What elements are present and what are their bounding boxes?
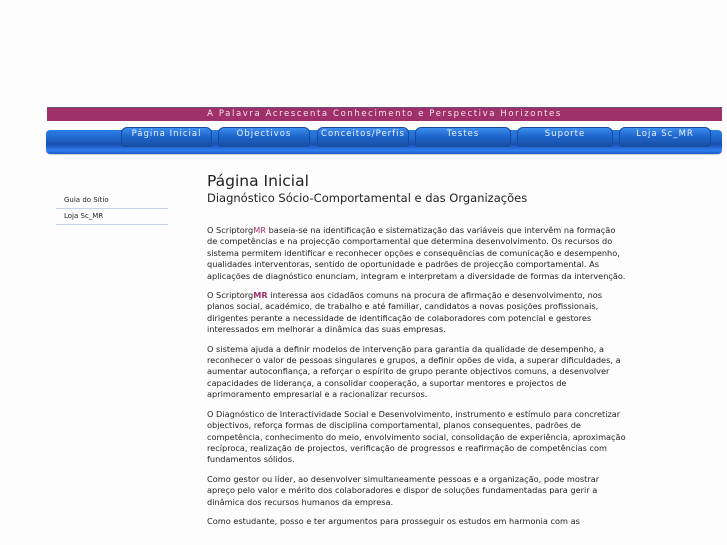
brand-mr: MR [253, 225, 266, 235]
tagline-banner: A Palavra Acrescenta Conhecimento e Perspectiva Horizontes [47, 107, 722, 121]
paragraph-text: baseia-se na identificação e sistematização das variáveis que intervêm na formação de competências e na projecção comportamental que determina desenvolvimento. Os recursos do sistema permitem identificar e reconhecer opções e consequências de comunicação e desempenho, qualidades interventoras, sentido de oportunidade e padrões de projecção comportamental. As aplicações de diagnóstico enunciam, integram e interpretam a diversidade de formas da intervenção. [207, 225, 626, 281]
tab-objectivos[interactable]: Objectivos [218, 127, 310, 147]
sidebar-item-loja-sc-mr[interactable]: Loja Sc_MR [56, 209, 168, 225]
page-subtitle: Diagnóstico Sócio-Comportamental e das Organizações [207, 191, 528, 205]
paragraph-intro [207, 225, 627, 282]
brand-mr: MR [253, 290, 268, 301]
tab-conceitos-perfis[interactable]: Conceitos/Perfis [317, 127, 409, 147]
tab-pagina-inicial[interactable]: Página Inicial [121, 127, 212, 147]
paragraph-student: Como estudante, posso e ter argumentos para prosseguir os estudos em harmonia com as [207, 515, 580, 526]
tab-suporte[interactable]: Suporte [517, 127, 613, 147]
tab-loja-sc-mr[interactable]: Loja Sc_MR [619, 127, 711, 147]
paragraph-system: O sistema ajuda a definir modelos de intervenção para garantia da qualidade de desempenho, a reconhecer o valor de pessoas singulares e grupos, a definir opões de vida, a superar dificuldades, a aumentar autoconfiança, a reforçar o espírito de grupo perante objectivos comuns, a desenvolver capacidades de liderança, a consolidar cooperação, a suportar mentores e projectos de aprimoramento empresarial e a racionalizar recursos. [207, 343, 621, 400]
paragraph-audience [207, 290, 627, 336]
brand-prefix: O Scriptorg [207, 225, 254, 235]
paragraph-text: interessa aos cidadãos comuns na procura de afirmação e desenvolvimento, nos planos social, académico, de trabalho e até familiar, candidatos a novas posições profissionais, dirigentes perante a necessidade de identificação de colaboradores com potencial e gestores interessados em melhorar a dinâmica das suas empresas. [207, 290, 603, 335]
paragraph-manager: Como gestor ou líder, ao desenvolver simultaneamente pessoas e a organização, pode mostrar apreço pelo valor e mérito dos colaboradores e dispor de soluções fundamentadas para gerir a dinâmica dos recursos humanos da empresa. [207, 473, 600, 507]
page-title: Página Inicial [207, 172, 309, 190]
paragraph-diagnostic: O Diagnóstico de Interactividade Social e Desenvolvimento, instrumento e estímulo para concretizar objectivos, reforça formas de disciplina comportamental, planos consequentes, padrões de competência, conhecimento do meio, envolvimento social, consolidação de experiência, aproximação recíproca, realização de projectos, verificação de progressos e reafirmação de competências com fundamentos sólidos. [207, 408, 626, 465]
sidebar [56, 196, 168, 225]
main-content [207, 172, 627, 535]
tab-testes[interactable]: Testes [415, 127, 511, 147]
main-navigation [46, 124, 722, 155]
sidebar-item-guia-do-sitio[interactable]: Guia do Sítio [56, 196, 168, 209]
brand-prefix: O Scriptorg [207, 290, 254, 301]
